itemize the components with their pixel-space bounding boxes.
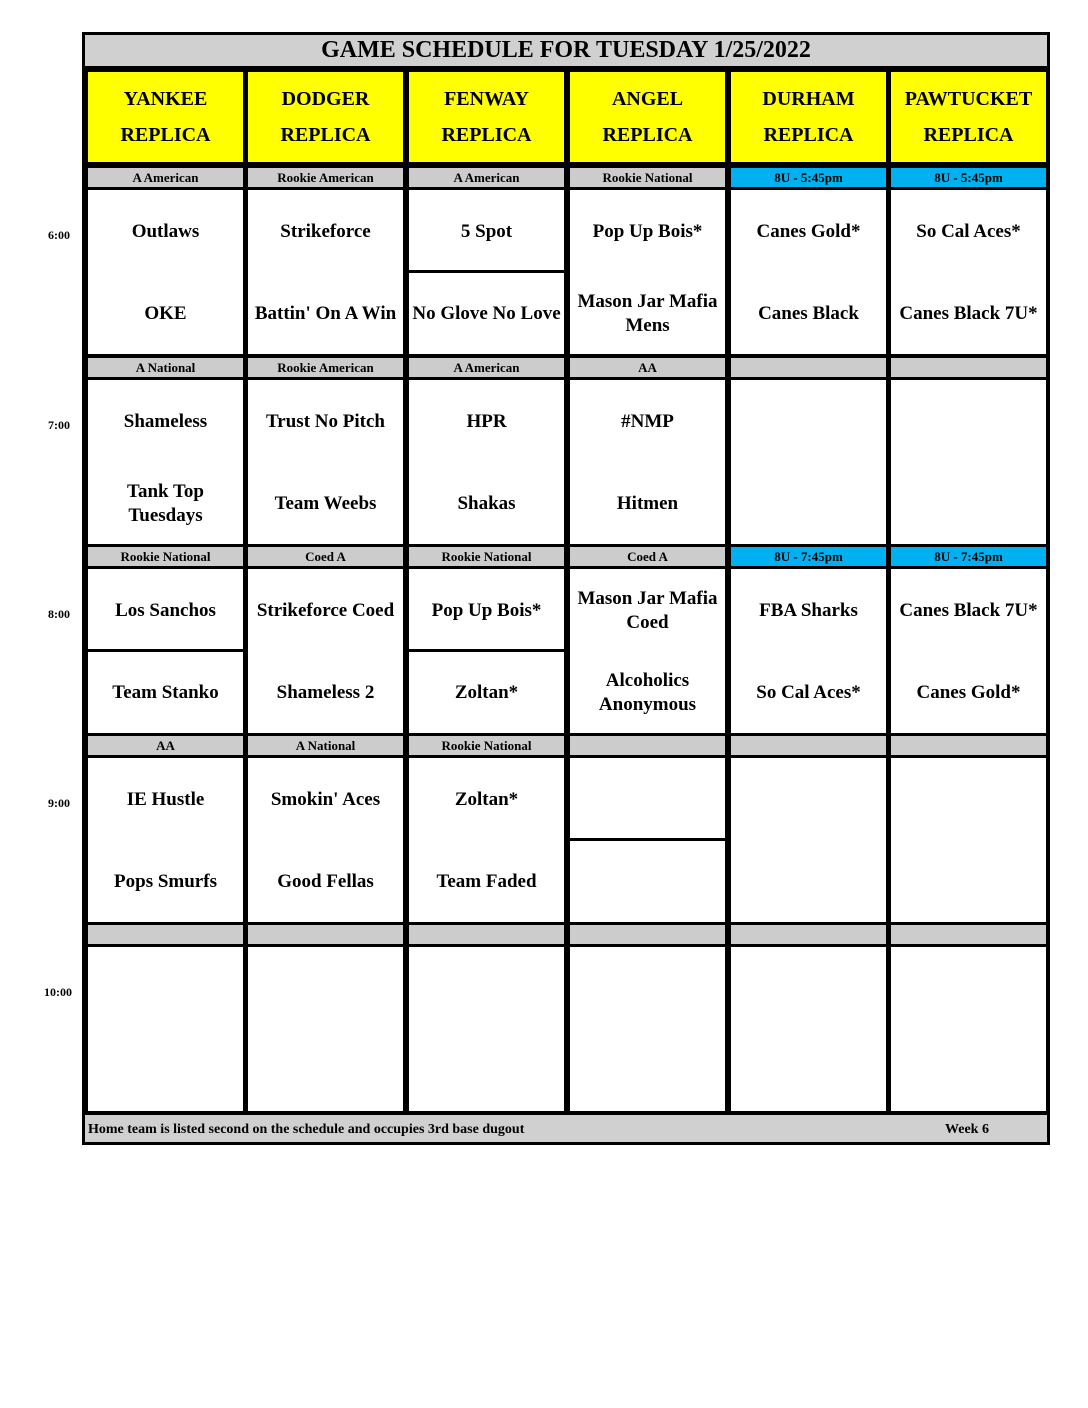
away-team: Strikeforce Coed [256,600,395,621]
time-label: 7:00 [48,418,70,432]
game-cell [85,944,246,1114]
game-cell [888,187,1049,357]
field-name: FENWAY [444,88,529,110]
game-cell [567,755,728,925]
home-team: OKE [144,303,187,324]
away-team [891,394,1046,450]
field-name: YANKEE [123,88,208,110]
game-cell [245,944,406,1114]
away-team [891,772,1046,828]
division-label: Rookie National [567,165,728,190]
home-team: Canes Gold* [916,682,1021,703]
home-team: Alcoholics Anonymous [598,670,697,715]
game-cell [888,944,1049,1114]
game-cell [245,566,406,736]
away-team: IE Hustle [126,789,205,810]
game-cell [888,377,1049,547]
home-team [570,1043,725,1099]
game-cell [85,377,246,547]
away-team [570,961,725,1017]
game-cell [728,566,889,736]
away-team: Pop Up Bois* [592,221,703,242]
division-label: Coed A [567,544,728,569]
game-cell [728,377,889,547]
home-team: Shameless 2 [276,682,375,703]
time-label: 8:00 [48,607,70,621]
home-team: Mason Jar Mafia Mens [577,291,718,336]
game-divider [406,270,567,273]
game-cell [406,944,567,1114]
field-header-durham [728,69,889,165]
division-label: 8U - 5:45pm [888,165,1049,190]
home-team: Team Weebs [274,493,377,514]
division-label: AA [567,355,728,380]
away-team [88,961,243,1017]
away-team: FBA Sharks [759,600,858,621]
away-team: Trust No Pitch [266,411,385,432]
game-cell [245,187,406,357]
away-team: So Cal Aces* [916,221,1021,242]
away-team: Shameless [123,411,208,432]
away-team: Canes Gold* [756,221,861,242]
away-team: 5 Spot [460,221,513,242]
game-cell [728,187,889,357]
away-team [731,394,886,450]
field-header-yankee [85,69,246,165]
field-header-dodger [245,69,406,165]
away-team: Mason Jar Mafia Coed [577,588,718,633]
division-label: A American [406,355,567,380]
division-label: Rookie American [245,165,406,190]
home-team: Team Stanko [112,682,219,703]
game-cell [567,566,728,736]
division-label: Rookie National [406,544,567,569]
field-subtitle: REPLICA [602,124,693,146]
home-team [731,854,886,910]
game-cell [406,566,567,736]
home-team [570,854,725,910]
schedule-footer [85,1112,1047,1142]
field-name: PAWTUCKET [904,88,1033,110]
footer-note: Home team is listed second on the schedule and occupies 3rd base dugout [88,1122,525,1137]
away-team [731,772,886,828]
division-label: A American [85,165,246,190]
division-label: Rookie National [406,733,567,758]
home-team: Team Faded [436,871,537,892]
game-divider [567,838,728,841]
division-label: 8U - 7:45pm [888,544,1049,569]
division-label: A National [245,733,406,758]
home-team: Canes Black [758,303,859,324]
away-team [731,961,886,1017]
game-cell [728,944,889,1114]
field-subtitle: REPLICA [120,124,211,146]
away-team: Zoltan* [454,789,519,810]
field-header-angel [567,69,728,165]
away-team: Strikeforce [280,221,371,242]
field-header-pawtucket [888,69,1049,165]
field-subtitle: REPLICA [280,124,371,146]
game-cell [245,377,406,547]
away-team: #NMP [621,411,674,432]
time-label: 9:00 [48,796,70,810]
game-cell [85,187,246,357]
away-team [248,961,403,1017]
game-cell [406,755,567,925]
game-cell [567,944,728,1114]
away-team: Pop Up Bois* [431,600,542,621]
home-team [731,1043,886,1099]
game-cell [888,755,1049,925]
away-team [409,961,564,1017]
game-cell [85,755,246,925]
game-cell [406,187,567,357]
division-label: AA [85,733,246,758]
home-team [891,476,1046,532]
home-team [248,1043,403,1099]
home-team [891,1043,1046,1099]
home-team [731,476,886,532]
home-team [88,1043,243,1099]
home-team: Good Fellas [277,871,374,892]
game-divider [85,649,246,652]
away-team [570,772,725,828]
game-cell [888,566,1049,736]
game-cell [567,377,728,547]
away-team: Los Sanchos [115,600,216,621]
schedule-table [82,32,1050,1145]
division-label: 8U - 7:45pm [728,544,889,569]
field-subtitle: REPLICA [923,124,1014,146]
field-name: ANGEL [611,88,684,110]
home-team: Hitmen [616,493,679,514]
division-label: A American [406,165,567,190]
home-team: Canes Black 7U* [899,303,1038,324]
time-label: 10:00 [44,985,72,999]
home-team [409,1043,564,1099]
away-team: HPR [466,411,507,432]
home-team [891,854,1046,910]
field-name: DODGER [281,88,370,110]
week-label: Week 6 [945,1122,989,1137]
game-cell [406,377,567,547]
home-team: Zoltan* [454,682,519,703]
division-label: Rookie American [245,355,406,380]
home-team: So Cal Aces* [756,682,861,703]
away-team: Smokin' Aces [270,789,381,810]
time-label: 6:00 [48,228,70,242]
home-team: No Glove No Love [412,303,561,324]
home-team: Pops Smurfs [114,871,217,892]
home-team: Battin' On A Win [254,303,397,324]
home-team: Tank Top Tuesdays [127,481,204,526]
field-subtitle: REPLICA [763,124,854,146]
game-cell [85,566,246,736]
home-team: Shakas [457,493,516,514]
game-cell [728,755,889,925]
schedule-title: GAME SCHEDULE FOR TUESDAY 1/25/2022 [85,35,1047,69]
away-team [891,961,1046,1017]
field-subtitle: REPLICA [441,124,532,146]
game-divider [406,649,567,652]
division-label: A National [85,355,246,380]
field-header-fenway [406,69,567,165]
game-cell [567,187,728,357]
division-label: Rookie National [85,544,246,569]
away-team: Canes Black 7U* [899,600,1038,621]
away-team: Outlaws [131,221,200,242]
field-name: DURHAM [762,88,855,110]
game-cell [245,755,406,925]
division-label: Coed A [245,544,406,569]
division-label: 8U - 5:45pm [728,165,889,190]
